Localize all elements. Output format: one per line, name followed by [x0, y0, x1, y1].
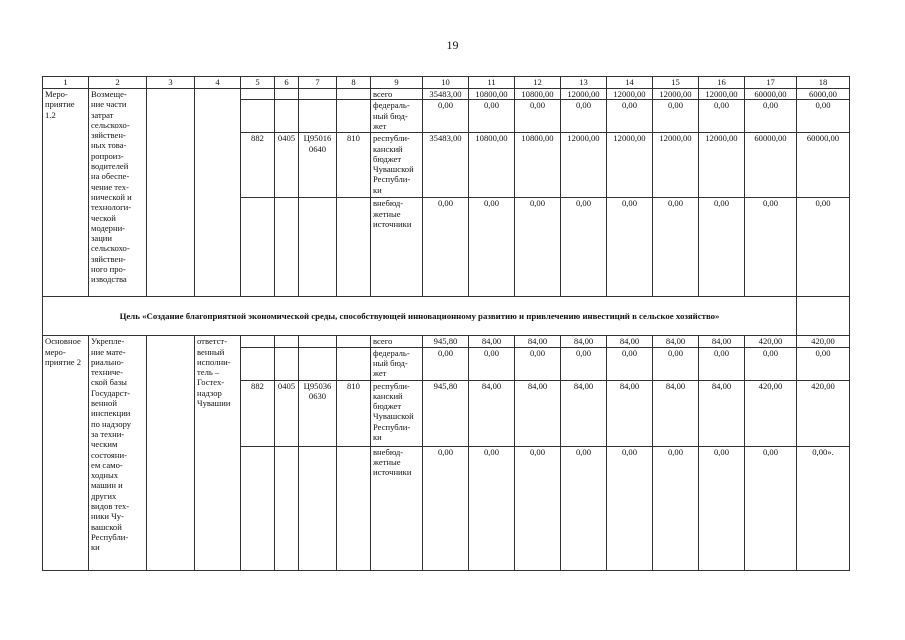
header-cell: 14 [607, 77, 653, 89]
value-cell: 84,00 [469, 336, 515, 347]
empty-cell [275, 89, 299, 100]
value-cell: 0,00 [607, 198, 653, 297]
value-cell: 420,00 [745, 380, 797, 446]
empty-cell [275, 198, 299, 297]
value-cell: 12000,00 [653, 89, 699, 100]
empty-cell [241, 100, 275, 133]
value-cell: 12000,00 [653, 133, 699, 198]
measure-number: Основное меро- приятие 2 [43, 336, 89, 570]
header-cell: 18 [797, 77, 850, 89]
budget-table [42, 76, 850, 571]
value-cell: 60000,00 [745, 89, 797, 100]
value-cell: 0,00 [699, 100, 745, 133]
value-cell: 0,00 [797, 347, 850, 380]
value-cell: 0,00 [797, 100, 850, 133]
value-cell: 0,00 [423, 347, 469, 380]
value-cell: 0,00 [469, 198, 515, 297]
header-cell: 8 [337, 77, 371, 89]
value-cell: 420,00 [797, 336, 850, 347]
empty-cell [337, 100, 371, 133]
goal-text: Цель «Создание благоприятной экономической среды, способствующей инновационному развитию и привлечению инвестиций в сельское хозяйство» [43, 297, 797, 336]
section-code: 0405 [275, 380, 299, 446]
empty-cell [337, 446, 371, 570]
empty-cell [241, 336, 275, 347]
value-cell: 84,00 [469, 380, 515, 446]
header-cell: 2 [89, 77, 147, 89]
measure-title: Возмеще- ние части затрат сельскохо- зяйствен- ных това- ропроиз- водителей на обеспе- чение тех- нической и технологи- ческой модерни- зации сельскохо- зяйствен- ного про- изводства [89, 89, 147, 297]
empty-cell [147, 89, 195, 297]
value-cell: 0,00 [561, 446, 607, 570]
value-cell: 84,00 [653, 336, 699, 347]
header-cell: 1 [43, 77, 89, 89]
measure-title: Укрепле- ние мате- риально- техниче- ской базы Государст- венной инспекции по надзору за техни- ческим состояни- ем само- ходных машин и других видов тех- ники Чу- вашской Республи- ки [89, 336, 147, 570]
value-cell: 84,00 [699, 336, 745, 347]
empty-cell [241, 446, 275, 570]
value-cell: 0,00 [653, 347, 699, 380]
value-cell: 0,00 [745, 100, 797, 133]
empty-cell [797, 297, 850, 336]
value-cell: 10800,00 [515, 89, 561, 100]
empty-cell [299, 89, 337, 100]
value-cell: 12000,00 [607, 89, 653, 100]
goal-row [43, 297, 850, 336]
funding-source: федераль- ный бюд- жет [371, 100, 423, 133]
value-cell: 0,00 [515, 446, 561, 570]
empty-cell [299, 100, 337, 133]
value-cell: 0,00 [745, 446, 797, 570]
target-article-code: Ц95016 0640 [299, 133, 337, 198]
value-cell: 0,00 [699, 347, 745, 380]
empty-cell [275, 347, 299, 380]
value-cell: 0,00 [469, 446, 515, 570]
value-cell: 35483,00 [423, 133, 469, 198]
empty-cell [337, 89, 371, 100]
value-cell: 0,00 [515, 347, 561, 380]
empty-cell [275, 336, 299, 347]
value-cell: 12000,00 [607, 133, 653, 198]
value-cell: 12000,00 [699, 133, 745, 198]
target-article-code: Ц95036 0630 [299, 380, 337, 446]
empty-cell [275, 100, 299, 133]
expense-type-code: 810 [337, 380, 371, 446]
value-cell: 0,00 [699, 446, 745, 570]
funding-source: федераль- ный бюд- жет [371, 347, 423, 380]
value-cell: 84,00 [607, 380, 653, 446]
value-cell: 0,00 [423, 446, 469, 570]
value-cell: 0,00 [515, 100, 561, 133]
value-cell: 0,00 [607, 100, 653, 133]
value-cell: 60000,00 [745, 133, 797, 198]
value-cell: 945,80 [423, 380, 469, 446]
value-cell: 0,00 [423, 100, 469, 133]
empty-cell [147, 336, 195, 570]
value-cell: 84,00 [653, 380, 699, 446]
value-cell: 0,00 [423, 198, 469, 297]
grbs-code: 882 [241, 380, 275, 446]
expense-type-code: 810 [337, 133, 371, 198]
value-cell: 0,00 [561, 347, 607, 380]
value-cell: 6000,00 [797, 89, 850, 100]
header-cell: 15 [653, 77, 699, 89]
empty-cell [275, 446, 299, 570]
value-cell: 12000,00 [699, 89, 745, 100]
value-cell: 10800,00 [515, 133, 561, 198]
section-code: 0405 [275, 133, 299, 198]
value-cell: 0,00 [797, 198, 850, 297]
empty-cell [299, 198, 337, 297]
value-cell: 84,00 [561, 336, 607, 347]
funding-source: внебюд- жетные источники [371, 446, 423, 570]
empty-cell [337, 347, 371, 380]
value-cell: 0,00 [515, 198, 561, 297]
table-row [43, 89, 850, 100]
value-cell: 0,00 [745, 347, 797, 380]
header-cell: 16 [699, 77, 745, 89]
header-cell: 13 [561, 77, 607, 89]
value-cell: 0,00 [653, 198, 699, 297]
value-cell: 84,00 [607, 336, 653, 347]
value-cell: 945,80 [423, 336, 469, 347]
value-cell: 0,00 [653, 446, 699, 570]
value-cell: 0,00 [607, 347, 653, 380]
header-cell: 12 [515, 77, 561, 89]
measure-number: Меро- приятие 1.2 [43, 89, 89, 297]
value-cell: 420,00 [797, 380, 850, 446]
empty-cell [241, 89, 275, 100]
header-cell: 4 [195, 77, 241, 89]
header-cell: 10 [423, 77, 469, 89]
empty-cell [241, 347, 275, 380]
value-cell: 10800,00 [469, 89, 515, 100]
empty-cell [337, 198, 371, 297]
header-cell: 17 [745, 77, 797, 89]
value-cell: 60000,00 [797, 133, 850, 198]
value-cell: 420,00 [745, 336, 797, 347]
header-cell: 3 [147, 77, 195, 89]
header-cell: 5 [241, 77, 275, 89]
header-row [43, 77, 850, 89]
value-cell: 0,00 [745, 198, 797, 297]
responsible-executor: ответст- венный исполни- тель – Гостех- надзор Чувашии [195, 336, 241, 570]
header-cell: 6 [275, 77, 299, 89]
empty-cell [241, 198, 275, 297]
value-cell: 84,00 [699, 380, 745, 446]
value-cell: 0,00 [607, 446, 653, 570]
value-cell: 84,00 [561, 380, 607, 446]
header-cell: 9 [371, 77, 423, 89]
funding-source: всего [371, 89, 423, 100]
value-cell: 0,00». [797, 446, 850, 570]
value-cell: 12000,00 [561, 89, 607, 100]
value-cell: 0,00 [699, 198, 745, 297]
funding-source: республи- канский бюджет Чувашской Республи- ки [371, 133, 423, 198]
page-number: 19 [446, 38, 459, 52]
value-cell: 0,00 [469, 100, 515, 133]
empty-cell [195, 89, 241, 297]
value-cell: 0,00 [653, 100, 699, 133]
empty-cell [299, 336, 337, 347]
header-cell: 7 [299, 77, 337, 89]
empty-cell [337, 336, 371, 347]
funding-source: всего [371, 336, 423, 347]
grbs-code: 882 [241, 133, 275, 198]
value-cell: 10800,00 [469, 133, 515, 198]
value-cell: 12000,00 [561, 133, 607, 198]
value-cell: 0,00 [561, 198, 607, 297]
funding-source: внебюд- жетные источники [371, 198, 423, 297]
funding-source: республи- канский бюджет Чувашской Республи- ки [371, 380, 423, 446]
table-row [43, 336, 850, 347]
value-cell: 0,00 [469, 347, 515, 380]
value-cell: 84,00 [515, 336, 561, 347]
empty-cell [299, 347, 337, 380]
value-cell: 0,00 [561, 100, 607, 133]
value-cell: 35483,00 [423, 89, 469, 100]
empty-cell [299, 446, 337, 570]
header-cell: 11 [469, 77, 515, 89]
value-cell: 84,00 [515, 380, 561, 446]
